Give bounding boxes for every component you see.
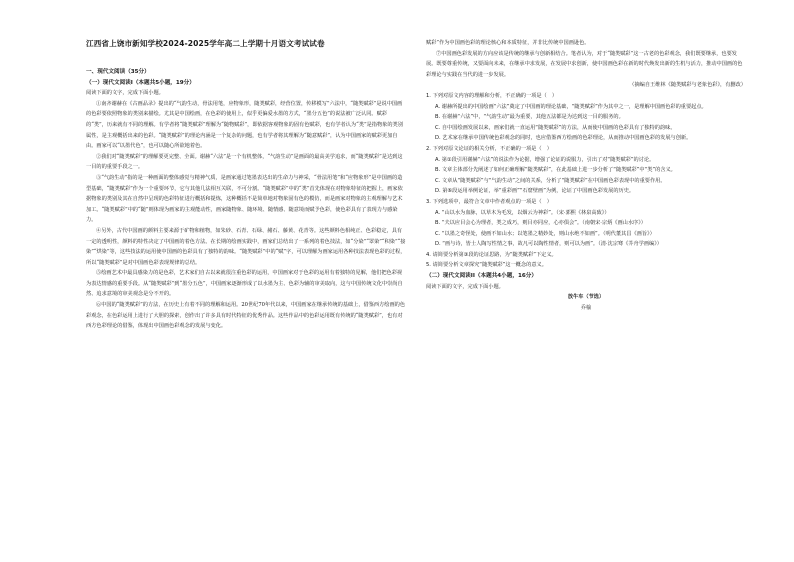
question-1-option-b: B. 在谢赫“六法”中，“气韵生动”最为重要，其他五法都是为达到这一目的服务的。 (435, 114, 624, 121)
question-2: 2. 下列对原文论证的相关分析，不正确的一项是（ ） (426, 145, 552, 152)
question-3-option-b: B. “夫以应目会心为理者，类之成巧，则目亦同应，心亦俱会”。（南朝宋·宗炳《画山水序》） (435, 220, 646, 227)
question-2-option-b: B. 文章主体部分先阐述了如何正确理解“随类赋彩”，在此基础上进一步分析了“随类赋彩”中“类”的含义。 (435, 167, 676, 174)
question-5: 5. 请简要分析文章探究“随类赋彩”这一概念的意义。 (426, 262, 547, 269)
passage-source: （摘编自王维林《随类赋彩与老象色彩》，有删改） (629, 82, 746, 89)
subsection-heading-2: （二）现代文阅读II（本题共4小题，16分） (426, 273, 537, 280)
question-1-option-c: C. 自中国绘画发展以来，画家们就一直运用“随类赋彩”的方法，从而使中国画的色彩具有了独特的韵味。 (435, 124, 676, 131)
question-4: 4. 请简要分析第③段的论证思路，为“随类赋彩”下定义。 (426, 251, 557, 258)
question-2-option-d: D. 第⑥段运用举例论证，举“重彩画”“石窟壁画”为例，论证了中国画色彩发展的历史。 (435, 188, 635, 195)
question-1-option-a: A. 谢赫所提出的中国绘画“六法”奠定了中国画的理论基础，“随类赋彩”作为其中之一，是理解中国画色彩的重要起点。 (435, 103, 707, 110)
question-2-option-c: C. 文章从“随类赋彩”与“气韵生动”之间的关系，分析了“随类赋彩”在中国画色彩表现中的重要作用。 (435, 177, 666, 184)
question-3-option-a: A. “山以水为血脉，以草木为毛发，以烟云为神彩”。（宋·郭熙《林泉高致》） (435, 209, 610, 216)
passage-continuation: 赋彩”作为中国画色彩的理论核心和本质特征，并非比传统中国画逊色。 (426, 40, 590, 46)
question-2-option-a: A. 第①段引用谢赫“六法”的说法作为论据，增强了论证的说服力，引出了对“随类赋彩”的讨论。 (435, 156, 655, 163)
section-heading: 一、现代文阅读（35分） (86, 69, 150, 75)
reading-instruction: 阅读下面的文字，完成下面小题。 (86, 90, 164, 97)
passage-paragraph-2: ②我们对“随类赋彩”的理解要更完整、全面。谢赫“六法”是一个有机整体，“气韵生动”是画面的最高美学追求，而“随类赋彩”是达到这一目的的重要手段之一。 (86, 153, 403, 171)
passage-paragraph-7: ⑦中国画色彩发展的方向应该是传统的继承与创新相结合。笔者认为，对于“随类赋彩”这一古老的色彩观念，我们既要继承，也要发展。既要尊重传统，又要面向未来，在继承中求发展，在发展中求创新，使中国画色彩在新的时代焕发出新的生机与活力，推动中国画的色彩理论与实践在当代的进一步发展。 (426, 50, 743, 78)
question-3: 3. 下列选项中，最符合文章中作者观点的一项是（ ） (426, 198, 552, 205)
reading-instruction-2: 阅读下面的文字，完成下面小题。 (426, 283, 504, 290)
passage-paragraph-3: ③“气韵生动”指的是一种画面的整体感觉与精神气质，是画家通过笔墨表达出的生命力与神采，“骨法用笔”和“应物象形”是中国画的造型基础，“随类赋彩”作为一个重要环节，它与其他几法相互关联，不可分割。“随类赋彩”中的“类”首先体现在对物象特征的把握上，画家依据物象的类别及其在自然中呈现的色彩特征进行概括和提炼，这种概括不是简单地对物象固有色的模仿，而是画家对物象的主观理解与艺术加工。“随类赋彩”中的“随”则体现为画家的主观能动性，画家随物象、随环境、随情感、随意境而赋予色彩，使色彩具有了表现力与感染力。 (86, 174, 403, 224)
question-3-option-c: C. “以墨之奇怪处，使画不如山水；以笔墨之精妙处，则山水绝不如画”。（明代董其昌《画旨》） (435, 230, 655, 237)
question-3-option-d: D. “画与诗，皆士人陶写性情之事，故凡可以陶性情者，则可以为画”。（清·沈宗骞《芥舟学画编》） (435, 241, 662, 248)
story-author: 乔榆 (580, 304, 592, 311)
question-1: 1. 下列对原文内容的理解和分析，不正确的一项是（ ） (426, 92, 558, 99)
question-1-option-d: D. 艺术家在继承中国传统色彩观念的同时，也应借鉴西方绘画的色彩理论，从而推动中国画色彩的发展与创新。 (435, 135, 692, 142)
passage-paragraph-6: ⑥中国的“随类赋彩”的方法，在历史上有着不同的理解和运用。20世纪70年代以来，中国画家在继承传统的基础上，借鉴西方绘画的色彩观念，在色彩运用上进行了大胆的探索，创作出了许多具有时代特征的优秀作品。这些作品中的色彩运用既有传统的“随类赋彩”，也有对西方色彩理论的借鉴，体现出中国画色彩观念的发展与变化。 (86, 302, 406, 330)
left-column (86, 67, 406, 332)
exam-title: 江西省上饶市新知学校2024-2025学年高二上学期十月语文考试试卷 (86, 39, 325, 48)
passage-paragraph-4: ④另外，古代中国画的颜料主要来源于矿物和植物，如朱砂、石青、石绿、赭石、藤黄、花青等。这些颜料色相纯正、色彩稳定，具有一定的透明性，颜料的特性决定了中国画的着色方法。在长期的绘画实践中，画家们总结出了一系列的着色技法，如“分染”“罩染”“积染”“接染”“烘染”等，这些技法的运用使中国画的色彩具有了独特的韵味。“随类赋彩”中的“赋”字，可以理解为画家运用各种技法表现色彩的过程，所以“随类赋彩”是对中国画色彩表现规律的总结。 (86, 227, 406, 266)
story-title: 放牛车（节选） (567, 294, 605, 301)
subsection-heading: （一）现代文阅读I（本题共5小题，19分） (86, 79, 195, 86)
passage-paragraph-1: ①南齐谢赫在《古画品录》提出的“气韵生动，骨法用笔，应物象形，随类赋彩，经营位置，传移模写”六法中，“随类赋彩”是说中国画的色彩要依照物象的类别来描绘。尤其是中国绘画，在色彩的使用上，似乎更偏爱水墨的方式，“墨分五色”的说法被广泛认同。赋彩的“类”，历来就有不同的理解。有学者将“随类赋彩”理解为“随物赋彩”，即依据客观物象的固有色赋彩，也有学者认为“类”是指物象的类别属性，是主观概括出来的色彩。“随类赋彩”的理论内涵是一个复杂的问题，也有学者将其理解为“随意赋彩”，认为中国画家的赋彩更加自由。画家可以“以墨代色”，也可以随心所欲地着色。 (86, 100, 403, 150)
right-column (426, 38, 746, 313)
passage-paragraph-5: ⑤绘画艺术中最具感染力的是色彩，艺术家们自古以来就很注重色彩的运用，中国画家对于色彩的运用有着独特的见解，他们把色彩视为表达情感的重要手段。从“随类赋彩”到“墨分五色”，中国画家逐渐形成了以水墨为主、色彩为辅的审美取向，这与中国传统文化中崇尚自然、追求意境的审美观念是分不开的。 (86, 270, 403, 298)
